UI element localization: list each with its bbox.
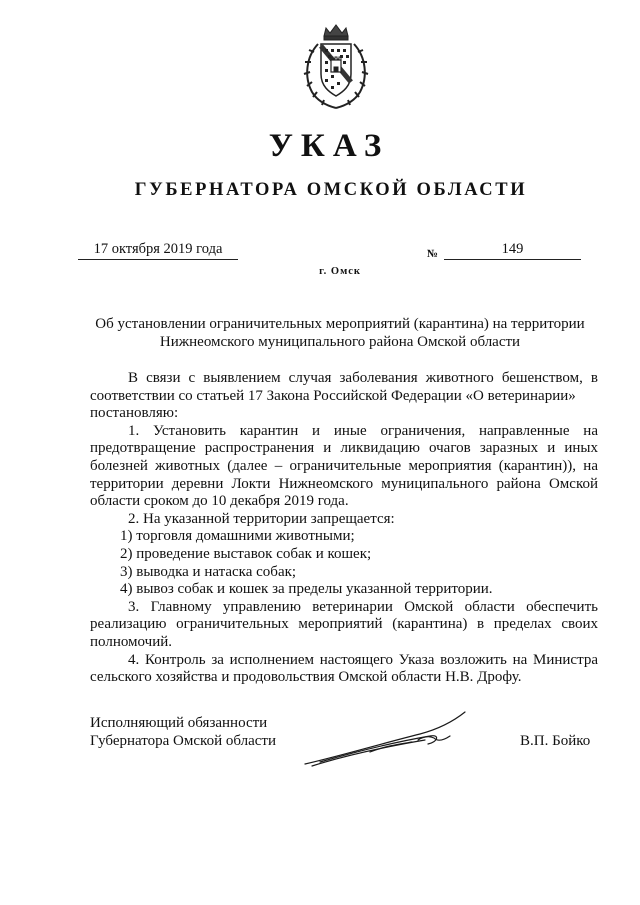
item-4-paragraph: 4. Контроль за исполнением настоящего Указа возложить на Министра сельского хозяйства и продовольствия Омской области Н.В. Дрофу. [90, 651, 598, 686]
coat-of-arms-icon [296, 22, 376, 112]
signatory-name: В.П. Бойко [520, 733, 591, 749]
item-3-paragraph: 3. Главному управлению ветеринарии Омской области обеспечить реализацию ограничительных мероприятий (карантина) в пределах своих полномочий. [90, 598, 598, 650]
document-date: 17 октября 2019 года [78, 241, 238, 260]
document-title: УКАЗ [268, 128, 390, 164]
number-sign: № [427, 248, 439, 260]
item-2-list-item: 3) выводка и натаска собак; [120, 563, 297, 580]
item-2-list-item: 2) проведение выставок собак и кошек; [120, 545, 372, 562]
item-2-list-item: 1) торговля домашними животными; [120, 528, 355, 545]
subject-line-1: Об установлении ограничительных мероприятий (карантина) на территории [95, 316, 585, 332]
resolve-paragraph: постановляю: [90, 405, 179, 422]
signatory-position [90, 714, 276, 750]
item-2-paragraph: 2. На указанной территории запрещается: [128, 510, 395, 527]
document-body [90, 370, 598, 687]
signatory-position-line-1: Исполняющий обязанности [90, 715, 268, 731]
signatory-position-line-2: Губернатора Омской области [90, 733, 276, 749]
handwritten-signature-icon [300, 706, 470, 776]
document-number: 149 [444, 241, 581, 260]
preamble-paragraph: В связи с выявлением случая заболевания животного бешенством, в соответствии со статьей 17 Закона Российской Федерации «О ветеринарии» [90, 370, 598, 404]
subject-line-2: Нижнеомского муниципального района Омской области [159, 334, 521, 350]
document-subtitle: ГУБЕРНАТОРА ОМСКОЙ ОБЛАСТИ [134, 180, 528, 200]
item-1-paragraph: 1. Установить карантин и иные ограничения, направленные на предотвращение распространения и ликвидацию очагов заразных и иных болезней животных (далее – ограничительные мероприятия (карантин)), на территории деревни Локти Нижнеомского муниципального района Омской области сроком до 10 декабря 2019 года. [90, 422, 598, 510]
document-subject [80, 315, 600, 351]
document-city: г. Омск [319, 266, 361, 277]
item-2-list-item: 4) вывоз собак и кошек за пределы указанной территории. [120, 581, 493, 598]
